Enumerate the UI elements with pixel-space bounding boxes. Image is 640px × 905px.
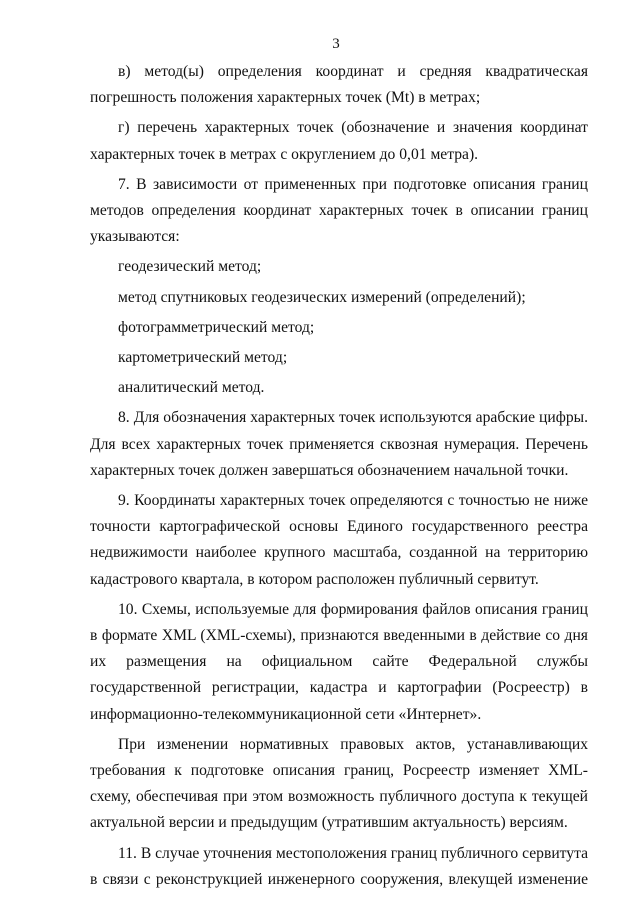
document-body xyxy=(90,59,588,897)
method-item-geodetic: геодезический метод; xyxy=(118,258,262,276)
paragraph-8: 8. Для обозначения характерных точек используются арабские цифры. Для всех характерных точек применяется сквозная нумерация. Перечень характерных точек должен завершаться обозначением начальной точки. xyxy=(90,409,588,479)
paragraph-9: 9. Координаты характерных точек определяются с точностью не ниже точности картографической основы Единого государственного реестра недвижимости наиболее крупного масштаба, созданной на территорию кадастрового квартала, в котором расположен публичный сервитут. xyxy=(90,492,588,588)
page-number: 3 xyxy=(332,36,340,52)
method-item-photogrammetric: фотограмметрический метод; xyxy=(118,318,315,336)
paragraph-7: 7. В зависимости от примененных при подготовке описания границ методов определения координат характерных точек в описании границ указываются: xyxy=(90,175,588,246)
method-item-cartometric: картометрический метод; xyxy=(118,349,288,367)
paragraph-g-points-list: г) перечень характерных точек (обозначение и значения координат характерных точек в метрах с округлением до 0,01 метра). xyxy=(90,119,588,163)
paragraph-v-methods: в) метод(ы) определения координат и средняя квадратическая погрешность положения характерных точек (Mt) в метрах; xyxy=(90,63,588,107)
paragraph-10-xml-schema-change: При изменении нормативных правовых актов, устанавливающих требования к подготовке описания границ, Росреестр изменяет XML-схему, обеспечивая при этом возможность публичного доступа к текущей актуальной версии и предыдущим (утратившим актуальность) версиям. xyxy=(90,735,588,832)
method-item-satellite: метод спутниковых геодезических измерений (определений); xyxy=(118,288,526,306)
paragraph-11: 11. В случае уточнения местоположения границ публичного сервитута в связи с реконструкцией инженерного сооружения, влекущей изменение xyxy=(90,844,588,888)
method-item-analytical: аналитический метод. xyxy=(118,379,265,397)
paragraph-10: 10. Схемы, используемые для формирования файлов описания границ в формате XML (XML-схемы), признаются введенными в действие со дня их размещения на официальном сайте Федеральной службы государственной регистрации, кадастра и картографии (Росреестр) в информационно-телекоммуникационной сети «Интернет». xyxy=(90,600,588,723)
